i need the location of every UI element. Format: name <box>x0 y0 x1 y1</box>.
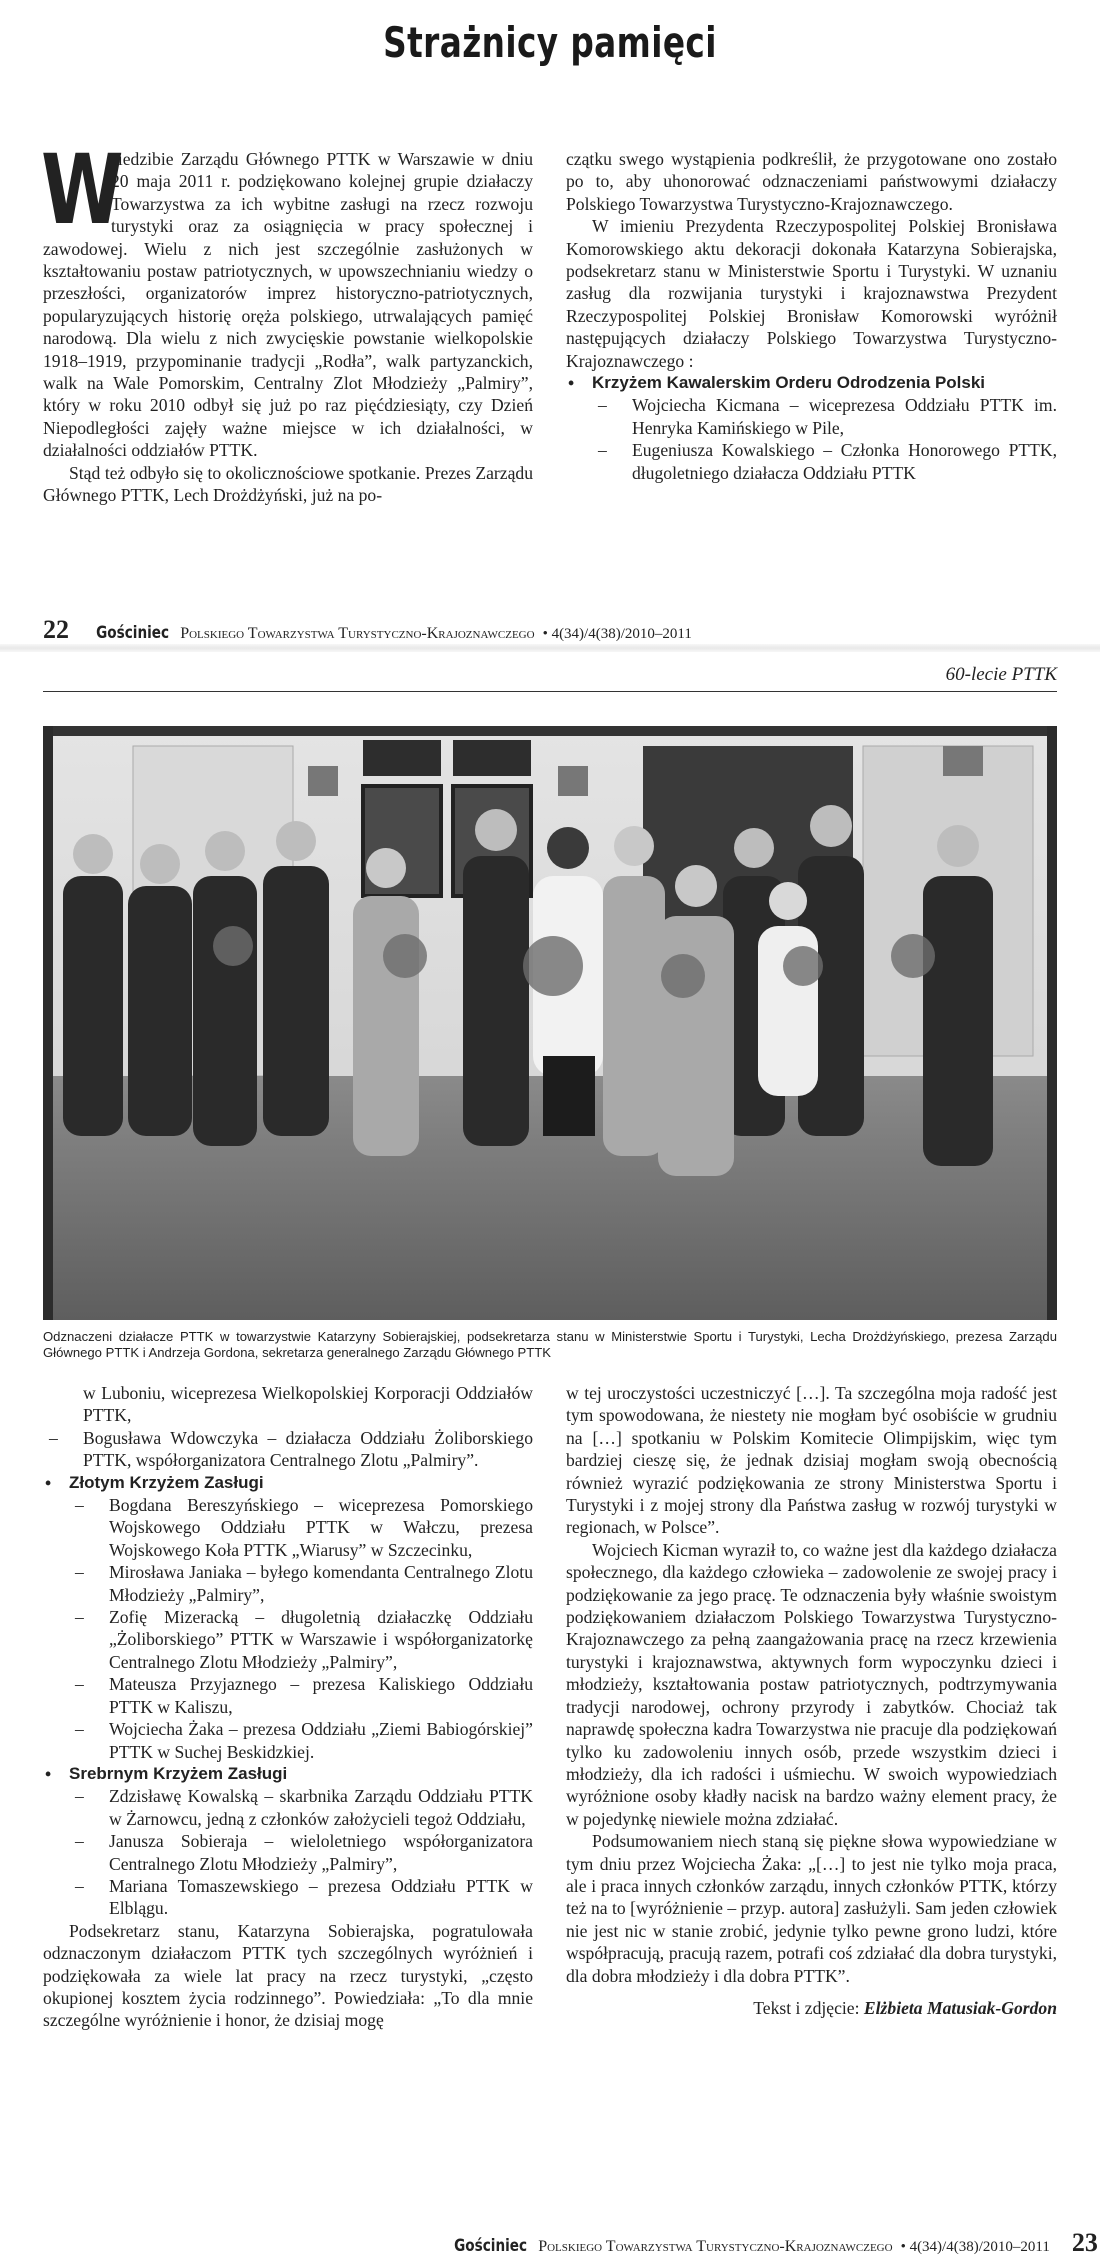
list-item: – Zofię Mizeracką – długoletnią działaczkę Oddziału „Żoliborskiego” PTTK w Warszawie i współorganizatorkę Centralnego Zlotu Młodzieży „Palmiry”, <box>75 1607 533 1672</box>
recipient-list <box>69 1785 533 1919</box>
award-title: Srebrnym Krzyżem Zasługi <box>69 1763 288 1783</box>
list-item: – Mariana Tomaszewskiego – prezesa Oddziału PTTK w Elblągu. <box>75 1875 533 1919</box>
group-photo-icon <box>43 726 1057 1320</box>
dash-icon: – <box>75 1607 84 1628</box>
award-group <box>566 372 1057 484</box>
award-list <box>43 1472 533 1920</box>
list-item: w Luboniu, wiceprezesa Wielkopolskiej Korporacji Oddziałów PTTK, <box>83 1383 533 1426</box>
top-right-column <box>566 148 1057 484</box>
paragraph: Podsekretarz stanu, Katarzyna Sobierajska, pogratulowała odznaczonym działaczom PTTK tych szczególnych wyróżnień i podziękowała za wiele lat pracy na rzecz turystyki, „często okupionej kosztem życia rodzinnego”. Powiedziała: „To dla mnie szczególne wyróżnienie i honor, że dzisiaj mogę <box>43 1920 533 2031</box>
issue-number: • 4(34)/4(38)/2010–2011 <box>900 2239 1050 2255</box>
list-item: – Wojciecha Kicmana – wiceprezesa Oddziału PTTK im. Henryka Kamińskiego w Pile, <box>598 395 1057 438</box>
award-group <box>43 1763 533 1920</box>
award-group <box>43 1472 533 1763</box>
dash-icon: – <box>49 1427 58 1448</box>
list-item: – Mateusza Przyjaznego – prezesa Kaliskiego Oddziału PTTK w Kaliszu, <box>75 1674 533 1717</box>
dash-icon: – <box>75 1674 84 1695</box>
dash-icon: – <box>75 1875 84 1896</box>
dash-icon: – <box>75 1831 84 1852</box>
dash-icon: – <box>75 1786 84 1807</box>
publisher-name: Polskiego Towarzystwa Turystyczno-Krajoznawczego <box>538 2238 893 2255</box>
paragraph: Wojciech Kicman wyraził to, co ważne jest dla każdego działacza społecznego, dla każdego człowieka – zadowolenie ze swojej pracy i podziękowanie za jego pracę. Te odznaczenia były właśnie swoistym podziękowaniem działaczom Polskiego Towarzystwa Turystyczno-Krajoznawczego za pełną zaangażowania pracę na rzecz krzewienia turystyki i krajoznawstwa, aktywnych form wypoczynku dzieci i młodzieży, kształtowania postaw patriotycznych, podtrzymywania tradycji narodowej, ochrony przyrody i zabytków. Chociaż tak naprawdę społeczna kadra Towarzystwa nie pracuje dla podziękowań tylko ku zadowoleniu innych osób, przede wszystkim dzieci i młodzieży, dla ich radości i uśmiechu. W swoich wypowiedziach wyróżnione osoby kładły nacisk na bardzo ważny element pracy, że w pojedynkę niewiele można zdziałać. <box>566 1539 1057 1829</box>
magazine-name: Gościniec <box>454 2236 528 2256</box>
award-title: Krzyżem Kawalerskim Orderu Odrodzenia Polski <box>592 373 986 393</box>
page-footer-23 <box>445 2228 1098 2258</box>
credit-label: Tekst i zdjęcie: <box>753 1997 860 2018</box>
photo-caption: Odznaczeni działacze PTTK w towarzystwie Katarzyny Sobierajskiej, podsekretarza stanu w Ministerstwie Sportu i Turystyki, Lecha Drożdżyńskiego, prezesa Zarządu Głównego PTTK i Andrzeja Gordona, sekretarza generalnego Zarządu Głównego PTTK <box>43 1329 1057 1360</box>
recipient-list <box>43 1382 533 1472</box>
magazine-name: Gościniec <box>96 623 170 643</box>
list-item: – Bogusława Wdowczyka – działacza Oddziału Żoliborskiego PTTK, współorganizatora Centralnego Zlotu „Palmiry”. <box>49 1427 533 1471</box>
article-title: Strażnicy pamięci <box>383 18 717 67</box>
article-credit <box>566 1997 1057 2019</box>
bullet-icon: • <box>45 1472 52 1493</box>
group-photo <box>43 726 1057 1320</box>
dash-icon: – <box>75 1562 84 1583</box>
paragraph: W imieniu Prezydenta Rzeczypospolitej Polskiej Bronisława Komorowskiego aktu dekoracji dokonała Katarzyna Sobierajska, podsekretarz stanu w Ministerstwie Sportu i Turystyki. W uznaniu zasług dla rozwijania turystyki i krajoznawstwa Prezydent Rzeczypospolitej Polskiej Bronisław Komorowski wyróżnił następujących działaczy Polskiego Towarzystwa Turystyczno-Krajoznawczego : <box>566 216 1057 371</box>
list-item: – Zdzisławę Kowalską – skarbnika Zarządu Oddziału PTTK w Żarnowcu, jedną z członków założycieli tegoż Oddziału, <box>75 1786 533 1829</box>
list-item: – Janusza Sobieraja – wieloletniego współorganizatora Centralnego Zlotu Młodzieży „Palmiry”, <box>75 1831 533 1874</box>
paragraph: Podsumowaniem niech staną się piękne słowa wypowiedziane w tym dniu przez Wojciecha Żaka: „[…] to jest nie tylko moja praca, ale i praca innych członków zarządu, innych członków PTTK, którzy też na to [wyróżnienie – przyp. autora] zasłużyli. Sam jeden człowiek nie jest nic w stanie zrobić, jedynie tylko pewne grono ludzi, które współpracują, pracują razem, potrafi coś zdziałać dla dobra turystyki, dla dobra młodzieży i dla dobra PTTK”. <box>566 1831 1057 1986</box>
dash-icon: – <box>598 395 607 416</box>
section-label: 60-lecie PTTK <box>945 664 1057 685</box>
dash-icon: – <box>598 440 607 461</box>
bottom-columns <box>43 1382 1057 2182</box>
issue-number: • 4(34)/4(38)/2010–2011 <box>542 626 692 642</box>
paragraph: czątku swego wystąpienia podkreślił, że przygotowane ono zostało po to, aby uhonorować odznaczeniami państwowymi działaczy Polskiego Towarzystwa Turystyczno-Krajoznawczego. <box>566 149 1057 214</box>
award-list <box>566 372 1057 484</box>
page-divider <box>0 644 1100 652</box>
list-item: – Mirosława Janiaka – byłego komendanta Centralnego Zlotu Młodzieży „Palmiry”, <box>75 1562 533 1605</box>
top-columns <box>41 134 1057 560</box>
list-item: – Wojciecha Żaka – prezesa Oddziału „Ziemi Babiogórskiej” PTTK w Suchej Beskidzkiej. <box>75 1719 533 1762</box>
paragraph: Stąd też odbyło się to okolicznościowe spotkanie. Prezes Zarządu Głównego PTTK, Lech Drożdżyński, już na po- <box>43 462 533 506</box>
list-item: – Bogdana Bereszyńskiego – wiceprezesa Pomorskiego Wojskowego Oddziału PTTK w Wałczu, prezesa Wojskowego Koła PTTK „Wiarusy” w Szczecinku, <box>75 1495 533 1560</box>
drop-cap: W <box>41 134 124 246</box>
bottom-left-column <box>43 1382 533 2032</box>
paragraph: w tej uroczystości uczestniczyć […]. Ta szczególna moja radość jest tym spowodowana, że niestety nie mogłam być osobiście w grudniu na […] spotkaniu w Polskim Komitecie Olimpijskim, więc tym bardziej cieszę się, że jednak dzisiaj mogłam swoją obecnością również wyrazić podziękowania ze strony Ministerstwa Sportu i Turystyki i z mojej strony dla Państwa zasług w rozwój turystyki w regionach, w Polsce”. <box>566 1383 1057 1538</box>
bullet-icon: • <box>45 1763 52 1784</box>
page-number: 22 <box>43 615 69 644</box>
section-rule <box>43 691 1057 692</box>
top-left-column <box>41 134 533 507</box>
bottom-right-column <box>566 1382 1057 2019</box>
dash-icon: – <box>75 1495 84 1516</box>
list-item: – Eugeniusza Kowalskiego – Członka Honorowego PTTK, długoletniego działacza Oddziału PTTK <box>598 440 1057 483</box>
dash-icon: – <box>75 1719 84 1740</box>
page-number: 23 <box>1071 2228 1098 2257</box>
publisher-name: Polskiego Towarzystwa Turystyczno-Krajoznawczego <box>180 625 535 642</box>
bullet-icon: • <box>568 373 575 394</box>
page-footer-22 <box>43 615 692 645</box>
award-title: Złotym Krzyżem Zasługi <box>69 1472 264 1492</box>
recipient-list <box>592 394 1057 484</box>
recipient-list <box>69 1494 533 1763</box>
paragraph: siedzibie Zarządu Głównego PTTK w Warszawie w dniu 20 maja 2011 r. podziękowano kolejnej grupie działaczy Towarzystwa za ich wybitne zasługi na rzecz rozwoju turystyki oraz za osiągnięcia w pracy społecznej i zawodowej. Wielu z nich jest szczególnie zasłużonych w kształtowaniu postaw patriotycznych, w upowszechnianiu wiedzy o przeszłości, organizatorów imprez historyczno-patriotycznych, popularyzujących historię oręża polskiego, utrwalających pamięć narodową. Dla wielu z nich zwycięskie powstanie wielkopolskie 1918–1919, przypominanie tradycji „Rodła”, walk partyzanckich, walk na Wale Pomorskim, Centralny Zlot Młodzieży „Palmiry”, który w roku 2010 odbył się już po raz pięćdziesiąty, czy Dzień Niepodległości zajęły ważne miejsce w ich działalności, w działalności oddziałów PTTK. <box>43 149 533 461</box>
credit-author: Elżbieta Matusiak-Gordon <box>863 1997 1057 2018</box>
